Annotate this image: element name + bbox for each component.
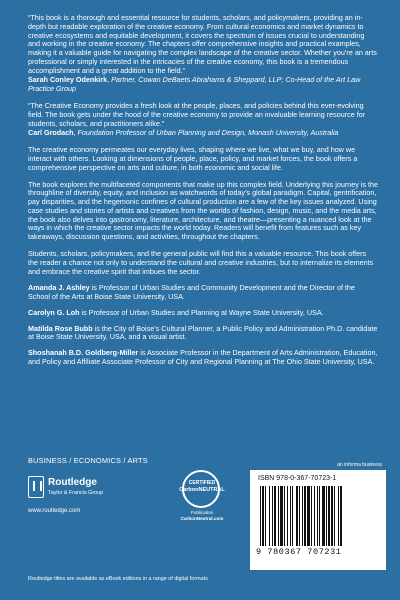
ebook-note: Routledge titles are available as eBook editions in a range of digital formats (28, 576, 208, 582)
blurb-paragraph-1: The creative economy permeates our everyday lives, shaping where we live, what we buy, and how we interact with others. Looking at dimensions of people, place, policy, and market forces, the book offers a comprehensive perspective on arts and culture, in both economic and social life. (28, 145, 358, 172)
badge-line-4: CarbonNeutral.com (180, 516, 224, 521)
publisher-group: Taylor & Francis Group (48, 490, 104, 496)
author-name: Carolyn G. Loh (28, 307, 80, 317)
publisher-url: www.routledge.com (28, 508, 81, 514)
cover-text (28, 14, 378, 374)
review-attribution: Carl Grodach, Foundation Professor of Urban Planning and Design, Monash University, Australia (28, 128, 339, 138)
author-bio-2 (28, 309, 378, 318)
review-attribution: Sarah Conley Odenkirk, Partner, Cowan DeBaets Abrahams & Sheppard, LLP; Co-Head of the Art Law Practice Group (28, 75, 361, 94)
author-name: Shoshanah B.D. Goldberg-Miller (28, 348, 139, 358)
author-bio-4 (28, 349, 378, 367)
review-quote: “This book is a thorough and essential resource for students, scholars, and policymakers, providing an in-depth but readable exploration of the creative economy. From cultural economics and market dynamics to creative ecosystems and equitable development, it covers the spectrum of issues crucial to understanding and working in the creative economy. The chapters offer comprehensive insights and practical examples, making it a valuable guide for navigating the complex landscape of the creative sector. Whether you’re an arts professional or simply interested in the intricacies of the creative economy, this book is a tremendous accomplishment and a great addition to the field.” (28, 13, 377, 75)
author-bio-3 (28, 325, 378, 343)
reviewer-title: Partner, Cowan DeBaets Abrahams & Sheppard, LLP; Co-Head of the Art Law Practice Group (28, 75, 361, 94)
reviewer-name: Carl Grodach (28, 128, 74, 138)
review-quote: “The Creative Economy provides a fresh look at the people, places, and policies behind this ever-evolving field. The book gets under the hood of the creative economy to provide an invaluable learning resource for students, scholars, and practitioners alike.” (28, 101, 366, 128)
badge-line-2: CarbonNEUTRAL (179, 487, 225, 493)
review-2 (28, 102, 378, 138)
reviewer-name: Sarah Conley Odenkirk (28, 75, 108, 85)
author-bio-1 (28, 284, 378, 302)
barcode-icon (260, 486, 376, 546)
author-bio-text: is Associate Professor in the Department of Arts Administration, Education, and Policy and Affiliate Associate Professor of City and Regional Planning at The Ohio State University, USA. (28, 348, 378, 366)
subject-category: BUSINESS / ECONOMICS / ARTS (28, 456, 148, 465)
author-bio-text: is the City of Boise’s Cultural Planner, a Public Policy and Administration Ph.D. candidate at Boise State University, USA, and a visual artist. (28, 323, 378, 342)
publisher-logo (28, 474, 118, 506)
isbn-text: ISBN 978-0-367-70723-1 (258, 475, 337, 482)
author-bio-text: is Professor of Urban Studies and Planning at Wayne State University, USA. (79, 307, 324, 317)
reviewer-title: Foundation Professor of Urban Planning and Design, Monash University, Australia (77, 128, 339, 138)
informa-tagline: an informa business (337, 462, 382, 468)
author-name: Amanda J. Ashley (28, 283, 90, 293)
blurb-paragraph-3: Students, scholars, policymakers, and the general public will find this a valuable resource. This book offers the reader a chance not only to understand the cultural and creative industries, but to internalize its elements and embrace the creative spirit that imbues the sector. (28, 248, 374, 276)
review-1 (28, 14, 378, 94)
barcode-digits: 9 780367 707231 (256, 547, 342, 557)
routledge-icon (28, 476, 44, 498)
author-name: Matilda Rose Bubb (28, 323, 93, 333)
carbon-neutral-badge (172, 470, 232, 530)
barcode-box (250, 462, 386, 570)
badge-line-1: CERTIFIED (188, 480, 216, 486)
badge-line-3: Publication (190, 510, 214, 515)
blurb-paragraph-2: The book explores the multifaceted components that make up this complex field. Underlying this journey is the throughline of diversity, equity, and inclusion as watchwords of today’s global paradigm. Capital, gentrification, pay disparities, and the hegemonic confines of cultural production are a few of the key issues analyzed. Using case studies and stories of artists and creatives from the worlds of fashion, design, music, and the media arts, the book also delves into gastronomy, literature, architecture, and theatre—presenting a nuanced look at the ways in which the creative sector impacts the world today. Readers will benefit from features such as key takeaways, discussion questions, and activities, throughout the chapters. (28, 179, 378, 242)
author-bio-text: is Professor of Urban Studies and Community Development and the Director of the School of the Arts at Boise State University, USA. (28, 283, 355, 302)
publisher-name: Routledge (48, 477, 97, 488)
